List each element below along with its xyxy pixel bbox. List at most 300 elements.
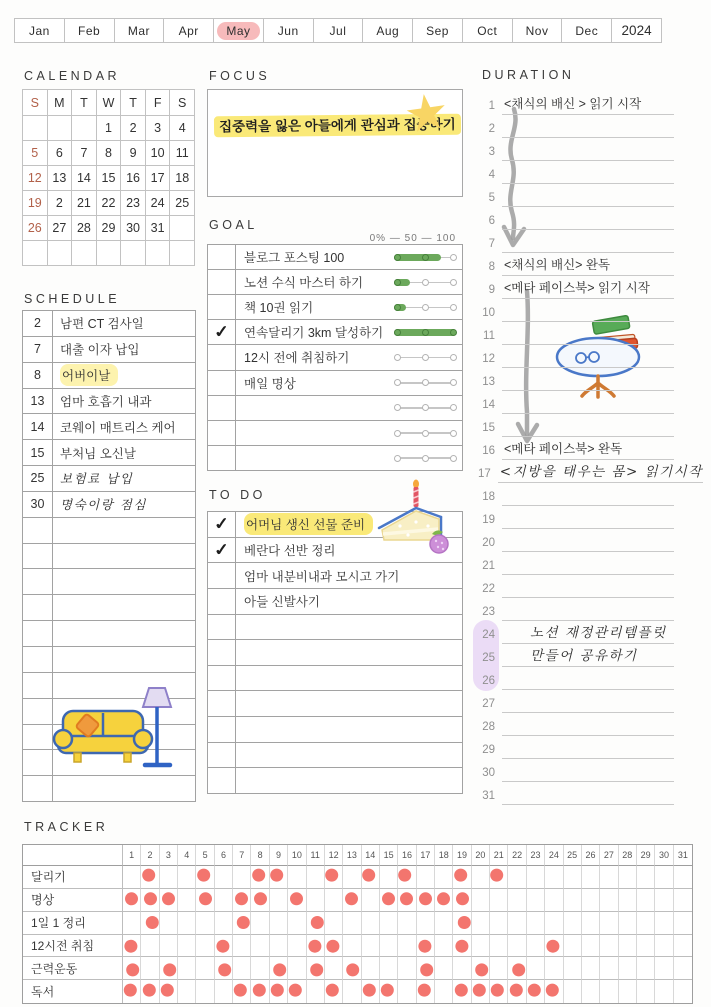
tracker-cell[interactable] xyxy=(398,980,416,1003)
tracker-cell[interactable] xyxy=(600,912,618,935)
tracker-cell[interactable] xyxy=(325,980,343,1003)
todo-label[interactable] xyxy=(236,691,462,716)
tracker-cell[interactable] xyxy=(637,935,655,958)
tracker-cell[interactable] xyxy=(362,957,380,980)
schedule-entry[interactable] xyxy=(53,750,195,775)
tracker-cell[interactable] xyxy=(178,957,196,980)
goal-progress[interactable] xyxy=(388,446,462,470)
goal-progress[interactable] xyxy=(388,345,462,369)
goal-checkbox[interactable] xyxy=(208,295,236,319)
calendar-day-cell[interactable]: 6 xyxy=(48,141,73,166)
todo-checkbox[interactable] xyxy=(208,691,236,716)
goal-checkbox[interactable] xyxy=(208,396,236,420)
tracker-cell[interactable] xyxy=(270,866,288,889)
schedule-day[interactable] xyxy=(23,544,53,569)
tracker-cell[interactable] xyxy=(674,912,692,935)
tracker-cell[interactable] xyxy=(508,980,526,1003)
tracker-cell[interactable] xyxy=(582,912,600,935)
tracker-cell[interactable] xyxy=(417,912,435,935)
tracker-cell[interactable] xyxy=(490,889,508,912)
goal-checkbox[interactable] xyxy=(208,421,236,445)
month-tab-dec[interactable] xyxy=(561,18,612,43)
tracker-cell[interactable] xyxy=(380,980,398,1003)
tracker-cell[interactable] xyxy=(527,957,545,980)
tracker-cell[interactable] xyxy=(233,912,251,935)
calendar-day-cell[interactable]: 16 xyxy=(121,166,146,191)
tracker-cell[interactable] xyxy=(233,866,251,889)
tracker-cell[interactable] xyxy=(490,935,508,958)
tracker-cell[interactable] xyxy=(343,935,361,958)
month-tab-aug[interactable] xyxy=(362,18,413,43)
tracker-cell[interactable] xyxy=(582,957,600,980)
tracker-cell[interactable] xyxy=(325,935,343,958)
calendar-day-cell[interactable]: 4 xyxy=(170,116,195,141)
tracker-cell[interactable] xyxy=(288,866,306,889)
schedule-day[interactable] xyxy=(23,725,53,750)
calendar-day-cell[interactable]: 8 xyxy=(97,141,122,166)
tracker-cell[interactable] xyxy=(619,980,637,1003)
goal-checkbox[interactable] xyxy=(208,270,236,294)
tracker-cell[interactable] xyxy=(472,912,490,935)
tracker-cell[interactable] xyxy=(251,912,269,935)
tracker-cell[interactable] xyxy=(215,866,233,889)
tracker-cell[interactable] xyxy=(655,889,673,912)
tracker-cell[interactable] xyxy=(472,866,490,889)
tracker-cell[interactable] xyxy=(233,957,251,980)
tracker-cell[interactable] xyxy=(196,866,214,889)
tracker-cell[interactable] xyxy=(160,957,178,980)
calendar-day-cell[interactable]: 29 xyxy=(97,216,122,241)
tracker-cell[interactable] xyxy=(600,957,618,980)
tracker-cell[interactable] xyxy=(637,957,655,980)
todo-label[interactable] xyxy=(236,666,462,691)
todo-checkbox[interactable] xyxy=(208,640,236,665)
calendar-day-cell[interactable]: 18 xyxy=(170,166,195,191)
tracker-cell[interactable] xyxy=(417,935,435,958)
calendar-day-cell[interactable]: 14 xyxy=(72,166,97,191)
month-tab-mar[interactable] xyxy=(114,18,165,43)
month-tab-jan[interactable] xyxy=(14,18,65,43)
schedule-day[interactable] xyxy=(23,750,53,775)
tracker-cell[interactable] xyxy=(435,980,453,1003)
calendar-day-cell[interactable]: 30 xyxy=(121,216,146,241)
tracker-cell[interactable] xyxy=(435,912,453,935)
duration-entry-line[interactable] xyxy=(502,94,674,115)
tracker-cell[interactable] xyxy=(619,912,637,935)
schedule-entry[interactable] xyxy=(53,518,195,543)
tracker-cell[interactable] xyxy=(564,980,582,1003)
tracker-cell[interactable] xyxy=(619,866,637,889)
calendar-day-cell[interactable]: 2 xyxy=(121,116,146,141)
month-tab-apr[interactable] xyxy=(163,18,214,43)
schedule-entry[interactable] xyxy=(53,621,195,646)
calendar-day-cell[interactable]: 31 xyxy=(146,216,171,241)
calendar-day-cell[interactable]: 10 xyxy=(146,141,171,166)
tracker-cell[interactable] xyxy=(251,980,269,1003)
tracker-cell[interactable] xyxy=(270,935,288,958)
goal-label[interactable] xyxy=(236,446,388,470)
tracker-cell[interactable] xyxy=(508,912,526,935)
tracker-cell[interactable] xyxy=(215,889,233,912)
tracker-cell[interactable] xyxy=(362,912,380,935)
tracker-cell[interactable] xyxy=(251,889,269,912)
schedule-entry[interactable]: 보험료 납입 xyxy=(60,471,134,487)
tracker-cell[interactable] xyxy=(251,957,269,980)
goal-label[interactable] xyxy=(236,396,388,420)
tracker-cell[interactable] xyxy=(307,935,325,958)
schedule-entry[interactable] xyxy=(53,569,195,594)
schedule-day[interactable]: 8 xyxy=(23,363,53,388)
tracker-cell[interactable] xyxy=(307,866,325,889)
tracker-cell[interactable] xyxy=(307,957,325,980)
tracker-cell[interactable] xyxy=(270,912,288,935)
tracker-cell[interactable] xyxy=(453,889,471,912)
tracker-cell[interactable] xyxy=(362,935,380,958)
tracker-cell[interactable] xyxy=(270,957,288,980)
duration-entry-line[interactable] xyxy=(502,439,674,460)
tracker-cell[interactable] xyxy=(655,935,673,958)
schedule-day[interactable] xyxy=(23,595,53,620)
tracker-cell[interactable] xyxy=(564,866,582,889)
tracker-cell[interactable] xyxy=(655,957,673,980)
tracker-cell[interactable] xyxy=(564,935,582,958)
tracker-cell[interactable] xyxy=(545,889,563,912)
tracker-cell[interactable] xyxy=(380,866,398,889)
schedule-entry[interactable]: 명숙이랑 점심 xyxy=(60,497,147,513)
tracker-cell[interactable] xyxy=(325,912,343,935)
tracker-cell[interactable] xyxy=(123,935,141,958)
month-tab-oct[interactable] xyxy=(462,18,513,43)
tracker-cell[interactable] xyxy=(123,980,141,1003)
todo-checkbox[interactable] xyxy=(208,666,236,691)
tracker-cell[interactable] xyxy=(600,980,618,1003)
tracker-cell[interactable] xyxy=(453,912,471,935)
goal-label[interactable]: 블로그 포스팅 100 xyxy=(244,251,345,266)
schedule-entry[interactable]: 대출 이자 납입 xyxy=(60,343,140,358)
tracker-cell[interactable] xyxy=(141,957,159,980)
tracker-cell[interactable] xyxy=(435,889,453,912)
schedule-entry[interactable] xyxy=(53,595,195,620)
tracker-cell[interactable] xyxy=(325,889,343,912)
schedule-entry[interactable] xyxy=(53,725,195,750)
calendar-day-cell[interactable]: 27 xyxy=(48,216,73,241)
tracker-cell[interactable] xyxy=(141,889,159,912)
tracker-cell[interactable] xyxy=(527,980,545,1003)
month-tab-feb[interactable] xyxy=(64,18,115,43)
tracker-cell[interactable] xyxy=(160,889,178,912)
todo-label[interactable] xyxy=(236,768,462,793)
schedule-entry[interactable]: 남편 CT 검사일 xyxy=(60,317,144,332)
schedule-day[interactable]: 2 xyxy=(23,311,53,336)
calendar-day-cell[interactable]: 15 xyxy=(97,166,122,191)
tracker-cell[interactable] xyxy=(637,912,655,935)
tracker-cell[interactable] xyxy=(435,957,453,980)
tracker-cell[interactable] xyxy=(270,980,288,1003)
tracker-cell[interactable] xyxy=(380,935,398,958)
tracker-cell[interactable] xyxy=(453,957,471,980)
tracker-cell[interactable] xyxy=(508,935,526,958)
tracker-cell[interactable] xyxy=(178,980,196,1003)
todo-label[interactable]: 아들 신발사기 xyxy=(244,595,320,610)
schedule-day[interactable]: 13 xyxy=(23,389,53,414)
goal-label[interactable]: 12시 전에 취침하기 xyxy=(244,351,350,366)
tracker-cell[interactable] xyxy=(472,980,490,1003)
todo-checkbox[interactable] xyxy=(208,563,236,588)
tracker-cell[interactable] xyxy=(160,980,178,1003)
schedule-entry[interactable] xyxy=(53,647,195,672)
goal-label[interactable]: 연속달리기 3km 달성하기 xyxy=(244,326,384,341)
tracker-cell[interactable] xyxy=(288,935,306,958)
goal-progress[interactable] xyxy=(388,320,462,344)
tracker-cell[interactable] xyxy=(398,889,416,912)
calendar-day-cell[interactable]: 1 xyxy=(97,116,122,141)
todo-checkbox[interactable] xyxy=(208,615,236,640)
tracker-cell[interactable] xyxy=(655,980,673,1003)
calendar-day-cell[interactable]: 12 xyxy=(23,166,48,191)
calendar-day-cell[interactable]: 5 xyxy=(23,141,48,166)
tracker-cell[interactable] xyxy=(417,889,435,912)
schedule-day[interactable]: 15 xyxy=(23,440,53,465)
todo-checkbox[interactable] xyxy=(208,538,236,563)
month-tab-jul[interactable] xyxy=(313,18,364,43)
schedule-day[interactable]: 25 xyxy=(23,466,53,491)
tracker-cell[interactable] xyxy=(674,889,692,912)
calendar-day-cell[interactable]: 13 xyxy=(48,166,73,191)
tracker-cell[interactable] xyxy=(674,866,692,889)
tracker-cell[interactable] xyxy=(490,912,508,935)
schedule-entry[interactable] xyxy=(53,776,195,801)
tracker-cell[interactable] xyxy=(472,935,490,958)
todo-checkbox[interactable] xyxy=(208,768,236,793)
tracker-cell[interactable] xyxy=(508,957,526,980)
schedule-day[interactable] xyxy=(23,673,53,698)
tracker-cell[interactable] xyxy=(141,866,159,889)
goal-checkbox[interactable] xyxy=(208,371,236,395)
tracker-cell[interactable] xyxy=(600,889,618,912)
tracker-cell[interactable] xyxy=(453,866,471,889)
tracker-cell[interactable] xyxy=(362,889,380,912)
todo-label[interactable]: 엄마 내분비내과 모시고 가기 xyxy=(244,569,400,584)
schedule-day[interactable] xyxy=(23,621,53,646)
calendar-day-cell[interactable]: 17 xyxy=(146,166,171,191)
tracker-cell[interactable] xyxy=(178,912,196,935)
duration-entry-line[interactable] xyxy=(502,621,674,644)
calendar-day-cell[interactable]: 19 xyxy=(23,191,48,216)
tracker-cell[interactable] xyxy=(545,866,563,889)
tracker-cell[interactable] xyxy=(655,866,673,889)
tracker-cell[interactable] xyxy=(141,935,159,958)
schedule-entry[interactable] xyxy=(53,699,195,724)
tracker-cell[interactable] xyxy=(160,866,178,889)
tracker-cell[interactable] xyxy=(545,935,563,958)
tracker-cell[interactable] xyxy=(196,935,214,958)
tracker-cell[interactable] xyxy=(674,957,692,980)
duration-entry-line[interactable] xyxy=(502,644,674,667)
tracker-cell[interactable] xyxy=(233,935,251,958)
goal-progress[interactable] xyxy=(388,245,462,269)
tracker-cell[interactable] xyxy=(215,980,233,1003)
todo-label[interactable]: 베란다 선반 정리 xyxy=(244,543,336,558)
todo-checkbox[interactable] xyxy=(208,589,236,614)
goal-progress[interactable] xyxy=(388,371,462,395)
goal-checkbox[interactable] xyxy=(208,446,236,470)
tracker-cell[interactable] xyxy=(233,980,251,1003)
calendar-day-cell[interactable]: 3 xyxy=(146,116,171,141)
schedule-entry[interactable] xyxy=(53,544,195,569)
tracker-cell[interactable] xyxy=(545,980,563,1003)
tracker-cell[interactable] xyxy=(564,889,582,912)
schedule-day[interactable]: 14 xyxy=(23,414,53,439)
tracker-cell[interactable] xyxy=(380,889,398,912)
goal-progress[interactable] xyxy=(388,295,462,319)
tracker-cell[interactable] xyxy=(490,866,508,889)
tracker-cell[interactable] xyxy=(362,980,380,1003)
tracker-cell[interactable] xyxy=(178,935,196,958)
tracker-cell[interactable] xyxy=(417,980,435,1003)
tracker-cell[interactable] xyxy=(178,866,196,889)
tracker-cell[interactable] xyxy=(343,912,361,935)
tracker-cell[interactable] xyxy=(178,889,196,912)
tracker-cell[interactable] xyxy=(619,889,637,912)
tracker-cell[interactable] xyxy=(270,889,288,912)
tracker-cell[interactable] xyxy=(527,889,545,912)
schedule-day[interactable] xyxy=(23,569,53,594)
tracker-cell[interactable] xyxy=(600,935,618,958)
tracker-cell[interactable] xyxy=(619,935,637,958)
tracker-cell[interactable] xyxy=(582,935,600,958)
tracker-cell[interactable] xyxy=(453,935,471,958)
schedule-day[interactable]: 7 xyxy=(23,337,53,362)
calendar-day-cell[interactable]: 23 xyxy=(121,191,146,216)
tracker-cell[interactable] xyxy=(564,912,582,935)
tracker-cell[interactable] xyxy=(215,935,233,958)
tracker-cell[interactable] xyxy=(527,935,545,958)
goal-progress[interactable] xyxy=(388,421,462,445)
tracker-cell[interactable] xyxy=(417,957,435,980)
tracker-cell[interactable] xyxy=(288,980,306,1003)
todo-checkbox[interactable] xyxy=(208,512,236,537)
schedule-day[interactable] xyxy=(23,518,53,543)
tracker-cell[interactable] xyxy=(123,866,141,889)
tracker-cell[interactable] xyxy=(343,980,361,1003)
tracker-cell[interactable] xyxy=(545,957,563,980)
calendar-day-cell[interactable]: 22 xyxy=(97,191,122,216)
todo-checkbox[interactable] xyxy=(208,743,236,768)
tracker-cell[interactable] xyxy=(435,866,453,889)
schedule-entry[interactable] xyxy=(53,673,195,698)
schedule-day[interactable]: 30 xyxy=(23,492,53,517)
tracker-cell[interactable] xyxy=(343,957,361,980)
tracker-cell[interactable] xyxy=(417,866,435,889)
tracker-cell[interactable] xyxy=(123,912,141,935)
todo-label[interactable] xyxy=(236,743,462,768)
tracker-cell[interactable] xyxy=(288,912,306,935)
month-tab-nov[interactable] xyxy=(512,18,563,43)
tracker-cell[interactable] xyxy=(325,957,343,980)
tracker-cell[interactable] xyxy=(215,957,233,980)
calendar-day-cell[interactable]: 11 xyxy=(170,141,195,166)
tracker-cell[interactable] xyxy=(196,889,214,912)
tracker-cell[interactable] xyxy=(435,935,453,958)
tracker-cell[interactable] xyxy=(233,889,251,912)
tracker-cell[interactable] xyxy=(307,980,325,1003)
tracker-cell[interactable] xyxy=(453,980,471,1003)
tracker-cell[interactable] xyxy=(619,957,637,980)
tracker-cell[interactable] xyxy=(196,980,214,1003)
tracker-cell[interactable] xyxy=(600,866,618,889)
tracker-cell[interactable] xyxy=(307,889,325,912)
tracker-cell[interactable] xyxy=(637,980,655,1003)
tracker-cell[interactable] xyxy=(196,957,214,980)
tracker-cell[interactable] xyxy=(508,866,526,889)
tracker-cell[interactable] xyxy=(325,866,343,889)
tracker-cell[interactable] xyxy=(196,912,214,935)
todo-label[interactable] xyxy=(236,717,462,742)
tracker-cell[interactable] xyxy=(251,866,269,889)
schedule-entry[interactable] xyxy=(53,363,195,388)
goal-label[interactable]: 책 10권 읽기 xyxy=(244,301,314,316)
tracker-cell[interactable] xyxy=(398,866,416,889)
goal-checkbox[interactable] xyxy=(208,245,236,269)
tracker-cell[interactable] xyxy=(527,866,545,889)
tracker-cell[interactable] xyxy=(380,912,398,935)
calendar-day-cell[interactable]: 21 xyxy=(72,191,97,216)
duration-entry-line[interactable] xyxy=(502,278,674,299)
tracker-cell[interactable] xyxy=(398,957,416,980)
tracker-cell[interactable] xyxy=(508,889,526,912)
tracker-cell[interactable] xyxy=(123,957,141,980)
calendar-day-cell[interactable]: 25 xyxy=(170,191,195,216)
tracker-cell[interactable] xyxy=(674,980,692,1003)
duration-entry-line[interactable] xyxy=(498,460,703,483)
tracker-cell[interactable] xyxy=(215,912,233,935)
tracker-cell[interactable] xyxy=(251,935,269,958)
goal-label[interactable]: 노션 수식 마스터 하기 xyxy=(244,276,364,291)
schedule-entry[interactable]: 엄마 호흡기 내과 xyxy=(60,394,152,409)
tracker-cell[interactable] xyxy=(123,889,141,912)
tracker-cell[interactable] xyxy=(160,935,178,958)
tracker-cell[interactable] xyxy=(288,957,306,980)
tracker-cell[interactable] xyxy=(655,912,673,935)
calendar-day-cell[interactable]: 24 xyxy=(146,191,171,216)
tracker-cell[interactable] xyxy=(637,866,655,889)
schedule-day[interactable] xyxy=(23,699,53,724)
goal-progress[interactable] xyxy=(388,270,462,294)
tracker-cell[interactable] xyxy=(398,912,416,935)
goal-progress[interactable] xyxy=(388,396,462,420)
tracker-cell[interactable] xyxy=(490,980,508,1003)
todo-label[interactable] xyxy=(236,615,462,640)
calendar-day-cell[interactable]: 7 xyxy=(72,141,97,166)
goal-label[interactable]: 매일 명상 xyxy=(244,376,296,391)
tracker-cell[interactable] xyxy=(582,866,600,889)
tracker-cell[interactable] xyxy=(674,935,692,958)
tracker-cell[interactable] xyxy=(141,980,159,1003)
schedule-entry[interactable]: 부처님 오신날 xyxy=(60,446,136,461)
month-tab-may[interactable] xyxy=(213,18,264,43)
schedule-day[interactable] xyxy=(23,776,53,801)
calendar-day-cell[interactable]: 28 xyxy=(72,216,97,241)
duration-entry-line[interactable] xyxy=(502,255,674,276)
tracker-cell[interactable] xyxy=(472,957,490,980)
month-tab-jun[interactable] xyxy=(263,18,314,43)
tracker-cell[interactable] xyxy=(582,980,600,1003)
tracker-cell[interactable] xyxy=(343,889,361,912)
tracker-cell[interactable] xyxy=(545,912,563,935)
schedule-day[interactable] xyxy=(23,647,53,672)
tracker-cell[interactable] xyxy=(398,935,416,958)
tracker-cell[interactable] xyxy=(307,912,325,935)
